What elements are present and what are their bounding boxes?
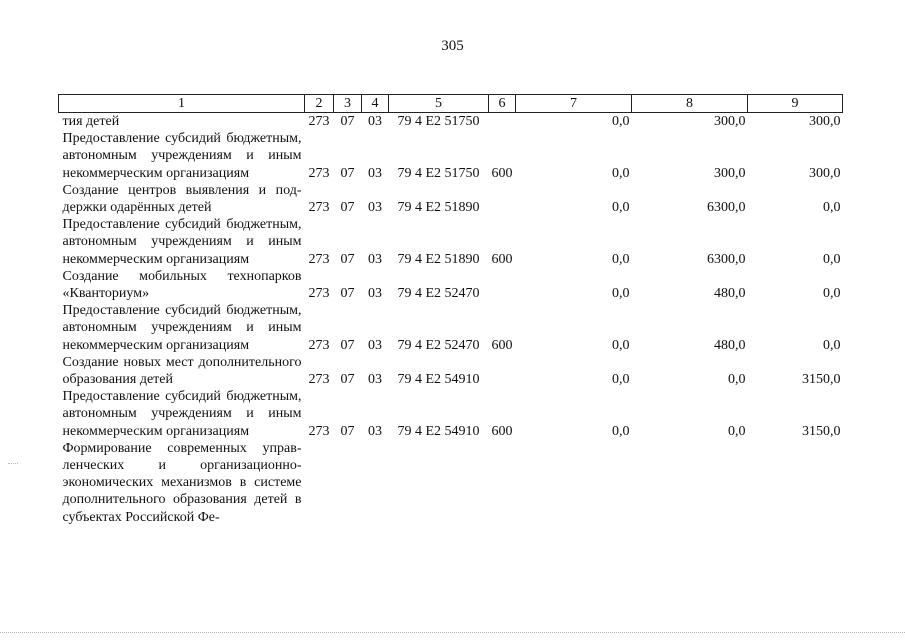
cell-ministry-code: 273 [308,423,330,439]
cell-target-article: 79 4 E2 54910 [397,423,480,439]
cell-amount-col9: 3150,0 [802,423,841,439]
cell-section [334,440,362,526]
header-col-4: 4 [362,95,389,113]
cell-target-article: 79 4 E2 54910 [397,372,480,388]
cell-subsection: 03 [368,372,382,388]
cell-amount-col9: 3150,0 [802,372,841,388]
cell-target-article: 79 4 E2 52470 [397,337,480,353]
cell-expense-type [489,182,516,216]
scan-artifact-bottom [0,632,905,634]
cell-amount-col8: 0,0 [728,372,746,388]
cell-expense-type [489,440,516,526]
cell-subsection: 03 [368,337,382,353]
table-row [59,113,843,131]
cell-expense-type [489,268,516,302]
cell-ministry-code: 273 [308,337,330,353]
cell-amount-col7: 0,0 [612,200,630,216]
cell-name: Создание новых мест дополнительного образования детей [62,354,302,388]
table-row [59,440,843,526]
cell-amount-col7: 0,0 [612,165,630,181]
cell-amount-col8: 6300,0 [707,251,746,267]
header-col-7: 7 [516,95,632,113]
budget-table [58,94,843,526]
cell-amount-col8: 0,0 [728,423,746,439]
cell-name: Предоставление субсидий бюджетным, автономным учреждениям и иным некоммерческим организациям [62,303,302,353]
cell-amount-col7 [516,440,632,526]
header-col-9: 9 [748,95,843,113]
header-col-1: 1 [59,95,305,113]
header-col-8: 8 [632,95,748,113]
header-col-2: 2 [305,95,334,113]
cell-name: Предоставление субсидий бюджетным, автономным учреждениям и иным некоммерческим организациям [62,217,302,267]
table-row [59,302,843,354]
cell-amount-col7: 0,0 [612,337,630,353]
cell-amount-col8: 480,0 [714,286,746,302]
cell-section: 07 [340,114,355,129]
cell-ministry-code: 273 [308,114,330,129]
cell-name: Создание центров выявления и поддержки одарённых детей [62,182,302,216]
cell-target-article [389,440,489,526]
cell-ministry-code: 273 [308,200,330,216]
cell-subsection: 03 [368,251,382,267]
table-header [59,95,843,113]
cell-subsection: 03 [368,423,382,439]
table-row [59,354,843,388]
cell-section: 07 [340,286,355,302]
cell-amount-col9: 0,0 [823,337,841,353]
cell-amount-col7: 0,0 [612,286,630,302]
cell-amount-col9: 0,0 [823,200,841,216]
cell-ministry-code: 273 [308,165,330,181]
cell-target-article: 79 4 E2 51750 [397,114,480,129]
cell-name: Формирование современных управленческих и организационно-экономических механизмов в системе дополнительного образования детей в субъектах Российской Фе- [62,440,302,525]
cell-expense-type [489,113,516,131]
cell-amount-col7: 0,0 [612,423,630,439]
cell-ministry-code: 273 [308,251,330,267]
scan-artifact-left [8,463,18,465]
header-col-6: 6 [489,95,516,113]
cell-amount-col9: 300,0 [809,114,841,129]
cell-subsection: 03 [368,114,382,129]
cell-section: 07 [340,165,355,181]
cell-amount-col9: 300,0 [809,165,841,181]
cell-section: 07 [340,372,355,388]
cell-amount-col8: 300,0 [714,165,746,181]
cell-target-article: 79 4 E2 51750 [397,165,480,181]
cell-section: 07 [340,337,355,353]
cell-subsection: 03 [368,286,382,302]
header-row [59,95,843,113]
cell-amount-col9 [748,440,843,526]
header-col-5: 5 [389,95,489,113]
table-row [59,216,843,268]
cell-section: 07 [340,423,355,439]
cell-subsection: 03 [368,165,382,181]
cell-amount-col8 [632,440,748,526]
table-row [59,182,843,216]
cell-ministry-code [305,440,334,526]
cell-subsection [362,440,389,526]
table-row [59,268,843,302]
header-col-3: 3 [334,95,362,113]
cell-ministry-code: 273 [308,286,330,302]
cell-target-article: 79 4 E2 51890 [397,251,480,267]
cell-amount-col7: 0,0 [612,251,630,267]
cell-expense-type [489,354,516,388]
table-row [59,388,843,440]
page-number: 305 [441,38,464,54]
cell-amount-col7: 0,0 [612,114,630,129]
cell-amount-col8: 300,0 [714,114,746,129]
cell-expense-type: 600 [491,251,513,267]
cell-expense-type: 600 [491,423,513,439]
cell-name: Создание мобильных технопарков «Кванториум» [62,268,302,302]
cell-amount-col9: 0,0 [823,286,841,302]
cell-subsection: 03 [368,200,382,216]
cell-section: 07 [340,200,355,216]
cell-expense-type: 600 [491,337,513,353]
cell-amount-col7: 0,0 [612,372,630,388]
cell-target-article: 79 4 E2 51890 [397,200,480,216]
cell-name: тия детей [62,114,120,129]
cell-expense-type: 600 [491,165,513,181]
cell-section: 07 [340,251,355,267]
cell-ministry-code: 273 [308,372,330,388]
table-body [59,113,843,526]
cell-amount-col8: 6300,0 [707,200,746,216]
table-row [59,130,843,182]
cell-name: Предоставление субсидий бюджетным, автономным учреждениям и иным некоммерческим организациям [62,389,302,439]
cell-amount-col8: 480,0 [714,337,746,353]
cell-target-article: 79 4 E2 52470 [397,286,480,302]
cell-name: Предоставление субсидий бюджетным, автономным учреждениям и иным некоммерческим организациям [62,131,302,181]
cell-amount-col9: 0,0 [823,251,841,267]
